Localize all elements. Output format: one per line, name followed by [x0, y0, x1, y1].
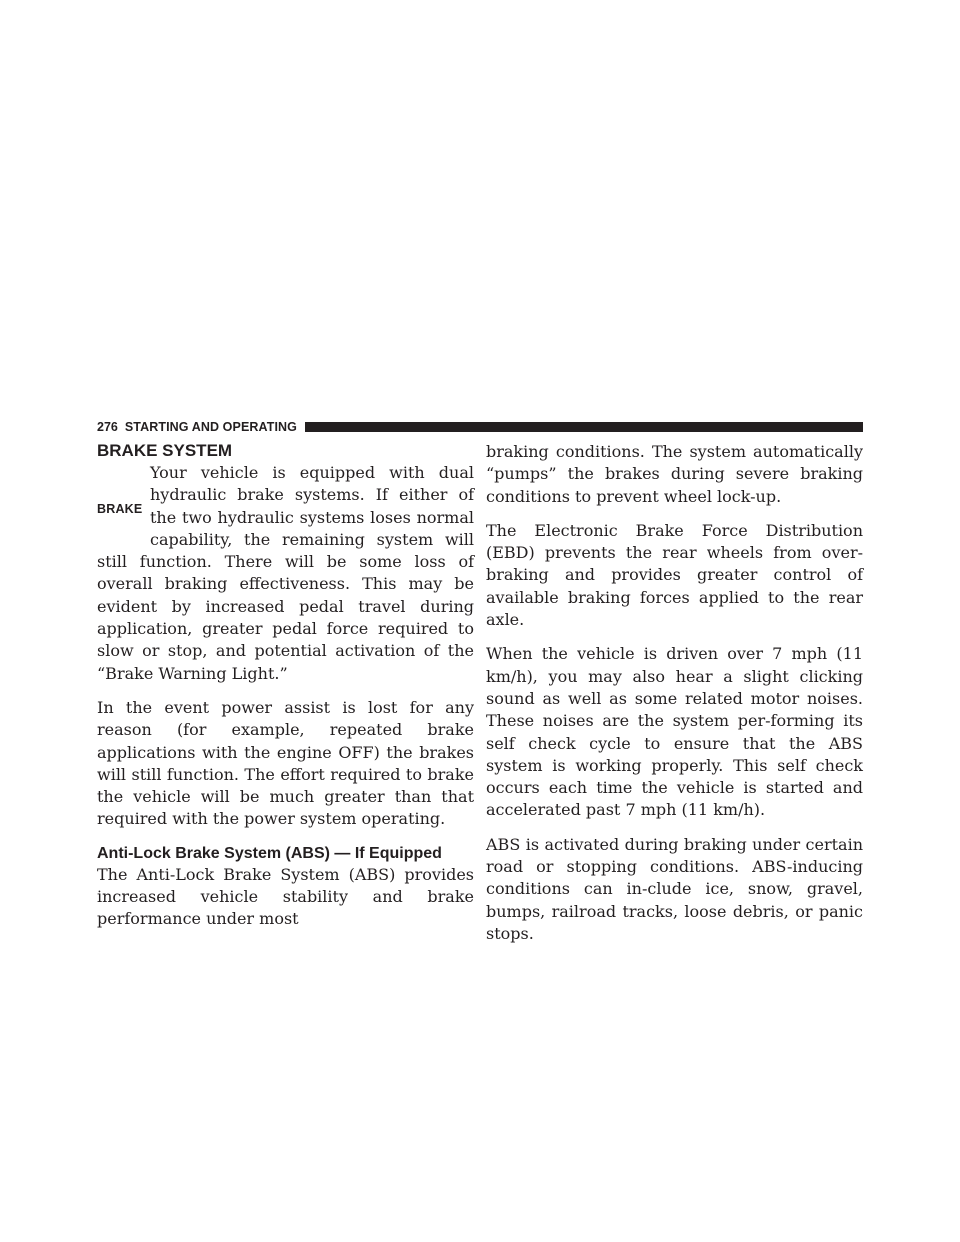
paragraph: Your vehicle is equipped with dual hydraulic brake systems. If either of the two hydraulic systems loses normal capability, the remaining system will still function. There will be some loss of overall braking effectiveness. This may be evident by increased pedal travel during application, greater pedal force required to slow or stop, and potential activation of the “Brake Warning Light.” — [97, 463, 474, 683]
brake-icon-label: BRAKE — [97, 501, 143, 516]
subsection-title: Anti-Lock Brake System (ABS) — If Equipped — [97, 844, 442, 862]
paragraph: braking conditions. The system automatically “pumps” the brakes during severe braking conditions to prevent wheel lock-up. — [486, 442, 863, 506]
section-title: BRAKE SYSTEM — [97, 441, 233, 460]
paragraph: The Electronic Brake Force Distribution (EBD) prevents the rear wheels from over-braking and provides greater control of available braking forces applied to the rear axle. — [486, 520, 863, 630]
right-column — [486, 441, 863, 957]
paragraph: The Anti-Lock Brake System (ABS) provides increased vehicle stability and brake performance under most — [97, 864, 474, 929]
paragraph: ABS is activated during braking under certain road or stopping conditions. ABS-inducing conditions can in-clude ice, snow, gravel, bumps, railroad tracks, loose debris, or panic stops. — [486, 834, 863, 943]
section-name: STARTING AND OPERATING — [124, 420, 297, 434]
left-column — [97, 441, 474, 943]
paragraph: In the event power assist is lost for any reason (for example, repeated brake applications with the engine OFF) the brakes will still function. The effort required to brake the vehicle will be much greater than that required with the power system operating. — [97, 697, 474, 829]
header-rule — [305, 422, 863, 432]
paragraph: When the vehicle is driven over 7 mph (11 km/h), you may also hear a slight clicking sound as well as some related motor noises. These noises are the system per-forming its self check cycle to ensure that the ABS system is working properly. This self check occurs each time the vehicle is started and accelerated past 7 mph (11 km/h). — [486, 644, 863, 820]
page-header — [97, 418, 863, 436]
brake-warning-icon — [97, 462, 150, 550]
page-number: 276 — [97, 420, 118, 434]
